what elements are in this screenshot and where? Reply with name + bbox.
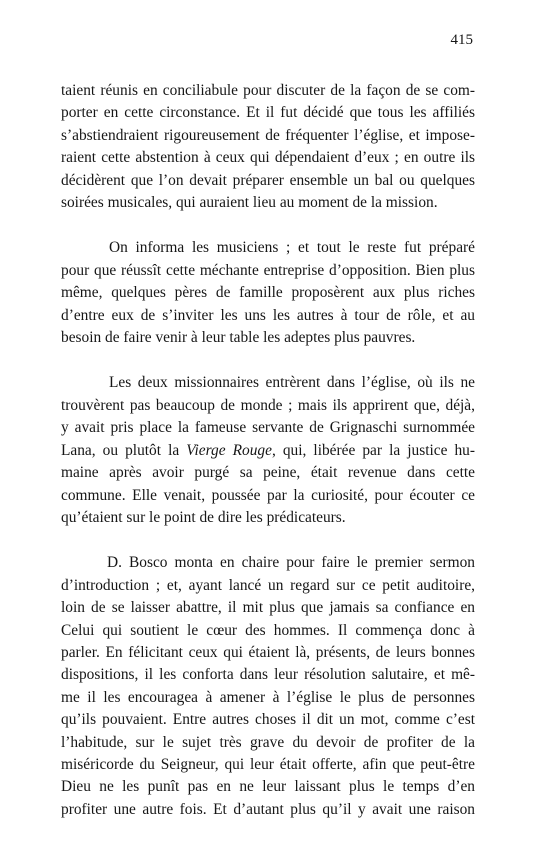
text-line: dispositions, il les conforta dans leur résolution salutaire, et mê- xyxy=(61,666,475,684)
text-segment: Lana, ou plutôt la xyxy=(61,441,180,459)
text-line: taient réunis en conciliabule pour discuter de la façon de se com- xyxy=(61,82,475,99)
paragraph-4 xyxy=(61,552,475,821)
text-line: miséricorde du Seigneur, qui leur était offerte, afin que peut-être xyxy=(61,755,475,773)
text-line: même, quelques pères de famille proposèrent aux plus riches xyxy=(61,284,475,302)
text-line: d’entre eux de s’inviter les uns les autres à tour de rôle, et au xyxy=(61,306,475,324)
italic-title: Vierge Rouge xyxy=(186,441,272,459)
text-line: raient cette abstention à ceux qui dépendaient d’eux ; en outre ils xyxy=(61,149,475,167)
text-line: maine après avoir purgé sa peine, était revenue dans cette xyxy=(61,464,475,482)
text-line: profiter une autre fois. Et d’autant plus qu’il y avait une raison xyxy=(61,800,475,818)
text-line: On informa les musiciens ; et tout le reste fut préparé xyxy=(109,239,475,257)
text-line: d’introduction ; et, ayant lancé un regard sur ce petit auditoire, xyxy=(61,576,475,594)
text-line: Celui qui soutient le cœur des hommes. Il commença donc à xyxy=(61,621,475,639)
paragraph-1 xyxy=(61,80,475,214)
text-line: me il les encouragea à amener à l’église le plus de personnes xyxy=(61,688,475,706)
paragraph-3 xyxy=(61,372,475,529)
text-line: qu’ils pouvaient. Entre autres choses il dit un mot, comme c’est xyxy=(61,711,475,729)
text-line-with-italic xyxy=(61,440,475,462)
text-line: s’abstiendraient rigoureusement de fréquenter l’église, et impose- xyxy=(61,126,475,144)
body-text xyxy=(61,80,475,844)
paragraph-2 xyxy=(61,237,475,349)
text-line: D. Bosco monta en chaire pour faire le premier sermon xyxy=(107,554,475,572)
text-line: porter en cette circonstance. Et il fut décidé que tous les affiliés xyxy=(61,104,475,122)
text-line: besoin de faire venir à leur table les adeptes plus pauvres. xyxy=(61,329,416,347)
text-line: Dieu ne les punît pas en ne leur laissant plus le temps d’en xyxy=(61,778,475,796)
text-line: qu’étaient sur le point de dire les prédicateurs. xyxy=(61,508,346,526)
text-line: pour que réussît cette méchante entreprise d’opposition. Bien plus xyxy=(61,261,475,279)
text-line: commune. Elle venait, poussée par la curiosité, pour écouter ce xyxy=(61,486,475,504)
text-line: parler. En félicitant ceux qui étaient là, présents, de leurs bonnes xyxy=(61,643,475,661)
page-number: 415 xyxy=(450,32,473,48)
text-line: décidèrent que l’on devait préparer ensemble un bal ou quelques xyxy=(61,171,475,189)
text-line: l’habitude, sur le sujet très grave du devoir de profiter de la xyxy=(61,733,475,751)
text-line: soirées musicales, qui auraient lieu au moment de la mission. xyxy=(61,194,438,212)
text-line: trouvèrent pas beaucoup de monde ; mais ils apprirent que, déjà, xyxy=(61,396,475,414)
text-line: loin de se laisser abattre, il mit plus que jamais sa confiance en xyxy=(61,599,475,617)
text-segment: , qui, libérée par la justice hu- xyxy=(271,441,475,459)
text-line: Les deux missionnaires entrèrent dans l’église, où ils ne xyxy=(109,374,475,392)
text-line: y avait pris place la fameuse servante de Grignaschi surnommée xyxy=(61,419,475,437)
